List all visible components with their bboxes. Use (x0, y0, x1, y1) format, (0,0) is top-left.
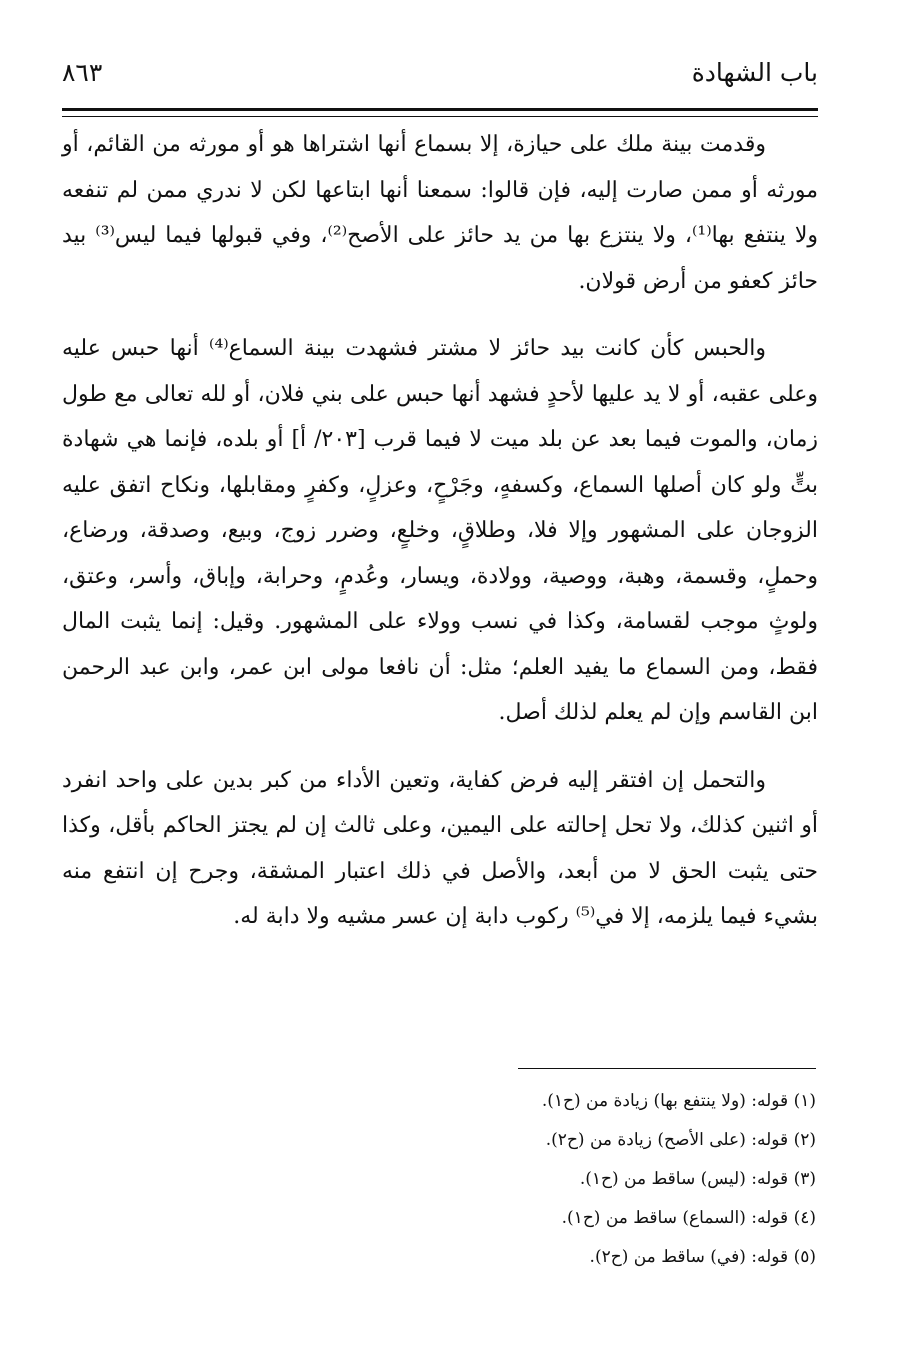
header-rule-thin (62, 116, 818, 117)
body-text (62, 122, 818, 962)
paragraph-2: والحبس كأن كانت بيد حائز لا مشتر فشهدت بينة السماع⁽⁴⁾ أنها حبس عليه وعلى عقبه، أو لا يد عليها لأحدٍ فشهد أنها حبس على بني فلان، أو لله تعالى مع طول زمان، والموت فيما بعد عن بلد ميت لا فيما قرب [٢٠٣/ أ] أو بلده، فإنما هي شهادة بتٍّ ولو كان أصلها السماع، وكسفهٍ، وجَرْحٍ، وعزلٍ، وكفرٍ ومقابلها، ونكاح اتفق عليه الزوجان على المشهور وإلا فلا، وطلاقٍ، وخلعٍ، وضرر زوج، وبيع، وصدقة، ورضاع، وحملٍ، وقسمة، وهبة، ووصية، وولادة، ويسار، وعُدمٍ، وحرابة، وإباق، وأسر، وعتق، ولوثٍ موجب لقسامة، وكذا في نسب وولاء على المشهور. وقيل: إنما يثبت المال فقط، ومن السماع ما يفيد العلم؛ مثل: أن نافعا مولى ابن عمر، وابن عبد الرحمن ابن القاسم وإن لم يعلم لذلك أصل. (62, 336, 818, 725)
paragraph-3: والتحمل إن افتقر إليه فرض كفاية، وتعين الأداء من كبر بدين على واحد انفرد أو اثنين كذلك، ولا تحل إحالته على اليمين، وعلى ثالث إن لم يجتز الحاكم بأقل، وكذا حتى يثبت الحق لا من أبعد، والأصل في ذلك اعتبار المشقة، وجرح إن انتفع منه بشيء فيما يلزمه، إلا في⁽⁵⁾ ركوب دابة إن عسر مشيه ولا دابة له. (62, 767, 818, 929)
page-header (62, 52, 818, 104)
paragraph-1: وقدمت بينة ملك على حيازة، إلا بسماع أنها اشتراها هو أو مورثه من القائم، أو مورثه أو ممن صارت إليه، فإن قالوا: سمعنا أنها ابتاعها لكن لا ندري ممن لم تنفعه ولا ينتفع بها⁽¹⁾، ولا ينتزع بها من يد حائز على الأصح⁽²⁾، وفي قبولها فيما ليس⁽³⁾ بيد حائز كعفو من أرض قولان. (62, 132, 818, 294)
chapter-title: باب الشهادة (691, 58, 818, 87)
footnote-4: (٤) قوله: (السماع) ساقط من (ح١). (561, 1208, 816, 1228)
footnote-2: (٢) قوله: (على الأصح) زيادة من (ح٢). (545, 1130, 816, 1150)
footnote-1: (١) قوله: (ولا ينتفع بها) زيادة من (ح١). (541, 1091, 816, 1111)
header-rule-thick (62, 108, 818, 111)
page-number: ٨٦٣ (62, 58, 103, 87)
footnote-3: (٣) قوله: (ليس) ساقط من (ح١). (579, 1169, 816, 1189)
footnote-5: (٥) قوله: (في) ساقط من (ح٢). (589, 1247, 816, 1267)
footnote-separator (518, 1068, 816, 1069)
footnotes (256, 1082, 816, 1277)
